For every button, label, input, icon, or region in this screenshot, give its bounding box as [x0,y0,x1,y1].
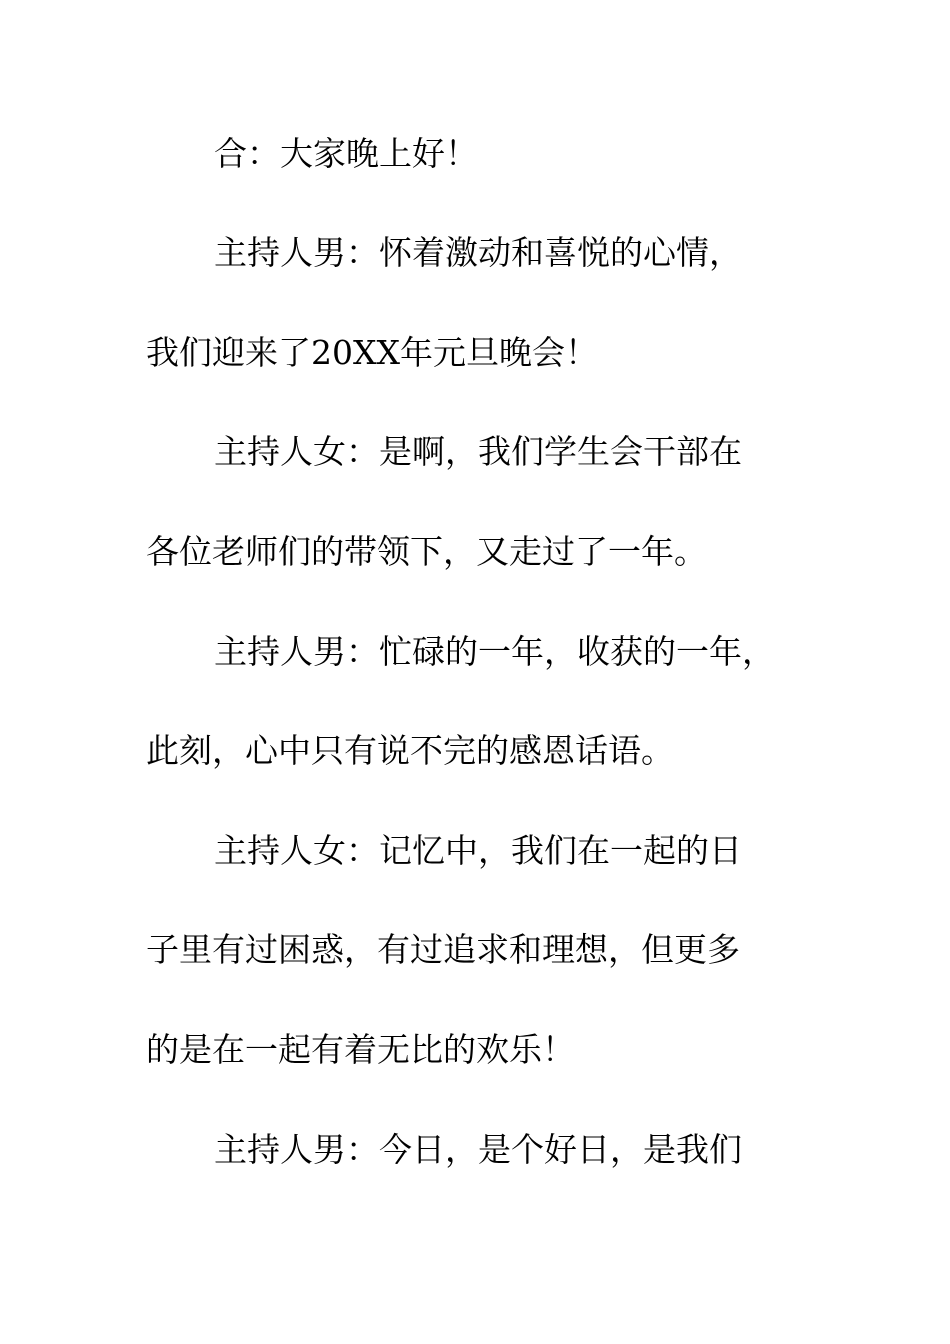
paragraph-line: 子里有过困惑，有过追求和理想，但更多 [146,930,740,969]
paragraph-line: 主持人男：今日，是个好日，是我们 [214,1130,742,1169]
paragraph-line: 此刻，心中只有说不完的感恩话语。 [146,731,674,770]
paragraph-line: 的是在一起有着无比的欢乐！ [146,1030,575,1069]
paragraph-line: 各位老师们的带领下，又走过了一年。 [146,532,707,571]
paragraph-line: 主持人女：记忆中，我们在一起的日 [214,831,742,870]
paragraph-line: 主持人女：是啊，我们学生会干部在 [214,432,742,471]
paragraph-line: 我们迎来了20XX年元旦晚会！ [146,333,598,372]
paragraph-line: 主持人男：忙碌的一年，收获的一年， [214,632,775,671]
paragraph-line: 合：大家晚上好！ [214,134,478,173]
paragraph-line: 主持人男：怀着激动和喜悦的心情， [214,233,742,272]
